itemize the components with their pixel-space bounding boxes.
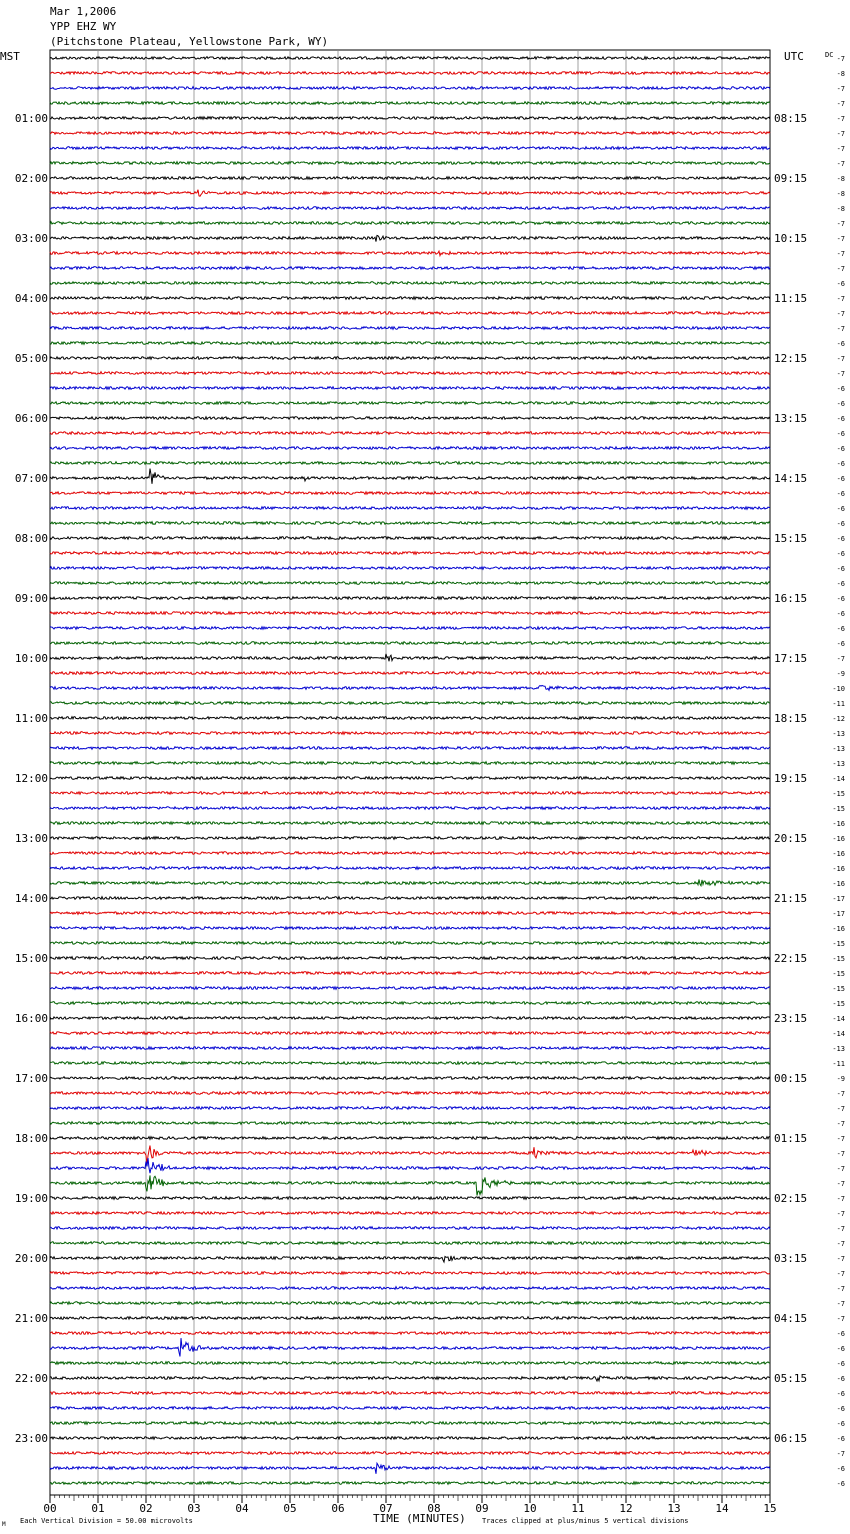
trace-line bbox=[50, 147, 770, 150]
utc-hour-label: 03:15 bbox=[774, 1252, 808, 1265]
trace-line bbox=[50, 1452, 770, 1455]
mst-hour-label: 06:00 bbox=[14, 412, 48, 425]
trace-line bbox=[50, 312, 770, 315]
utc-hour-label: 09:15 bbox=[774, 172, 808, 185]
mst-hour-label: 22:00 bbox=[14, 1372, 48, 1385]
dc-offset-value: -8 bbox=[836, 190, 845, 198]
dc-offset-value: -15 bbox=[832, 1000, 845, 1008]
trace-line bbox=[50, 1212, 770, 1215]
dc-offset-value: -7 bbox=[836, 130, 845, 138]
trace-line bbox=[50, 297, 770, 300]
trace-line bbox=[50, 1137, 770, 1140]
x-tick-label: 13 bbox=[667, 1502, 681, 1515]
dc-offset-value: -6 bbox=[836, 550, 845, 558]
station-location: (Pitchstone Plateau, Yellowstone Park, WY) bbox=[50, 35, 329, 48]
dc-offset-value: -12 bbox=[832, 715, 845, 723]
trace-line bbox=[50, 627, 770, 630]
trace-line bbox=[50, 1463, 770, 1474]
dc-offset-value: -7 bbox=[836, 145, 845, 153]
utc-hour-label: 21:15 bbox=[774, 892, 808, 905]
dc-offset-value: -8 bbox=[836, 175, 845, 183]
dc-offset-value: -11 bbox=[832, 1060, 845, 1068]
dc-offset-value: -6 bbox=[836, 1405, 845, 1413]
trace-line bbox=[50, 1197, 770, 1200]
trace-line bbox=[50, 867, 770, 870]
mst-hour-label: 01:00 bbox=[14, 112, 48, 125]
dc-offset-value: -7 bbox=[836, 1195, 845, 1203]
mst-hour-label: 02:00 bbox=[14, 172, 48, 185]
trace-line bbox=[50, 190, 770, 197]
trace-line bbox=[50, 1032, 770, 1035]
dc-offset-value: -7 bbox=[836, 1150, 845, 1158]
trace-line bbox=[50, 522, 770, 525]
utc-hour-label: 22:15 bbox=[774, 952, 808, 965]
dc-offset-value: -6 bbox=[836, 640, 845, 648]
dc-offset-value: -7 bbox=[836, 1165, 845, 1173]
trace-line bbox=[50, 447, 770, 450]
mst-hour-label: 05:00 bbox=[14, 352, 48, 365]
utc-hour-label: 06:15 bbox=[774, 1432, 808, 1445]
trace-line bbox=[50, 1092, 770, 1095]
mst-hour-label: 03:00 bbox=[14, 232, 48, 245]
trace-line bbox=[50, 672, 770, 675]
trace-line bbox=[50, 717, 770, 720]
trace-line bbox=[50, 469, 770, 484]
dc-offset-value: -15 bbox=[832, 985, 845, 993]
dc-offset-value: -6 bbox=[836, 610, 845, 618]
x-tick-label: 01 bbox=[91, 1502, 105, 1515]
mst-hour-label: 09:00 bbox=[14, 592, 48, 605]
trace-line bbox=[50, 1002, 770, 1005]
dc-offset-value: -14 bbox=[832, 1030, 845, 1038]
dc-offset-value: -7 bbox=[836, 1255, 845, 1263]
dc-offset-value: -6 bbox=[836, 505, 845, 513]
dc-offset-value: -6 bbox=[836, 430, 845, 438]
trace-line bbox=[50, 492, 770, 495]
mst-hour-label: 11:00 bbox=[14, 712, 48, 725]
dc-offset-value: -15 bbox=[832, 940, 845, 948]
dc-offset-value: -7 bbox=[836, 265, 845, 273]
x-tick-label: 09 bbox=[475, 1502, 489, 1515]
axis-labels bbox=[0, 50, 845, 1528]
dc-offset-value: -7 bbox=[836, 160, 845, 168]
trace-line bbox=[50, 897, 770, 900]
dc-offset-value: -7 bbox=[836, 1090, 845, 1098]
plot-frame bbox=[50, 50, 770, 1495]
trace-line bbox=[50, 762, 770, 765]
trace-line bbox=[50, 1317, 770, 1320]
trace-line bbox=[50, 267, 770, 270]
dc-offset-value: -13 bbox=[832, 745, 845, 753]
dc-offset-value: -7 bbox=[836, 310, 845, 318]
utc-hour-label: 16:15 bbox=[774, 592, 808, 605]
trace-line bbox=[50, 357, 770, 360]
dc-offset-value: -6 bbox=[836, 1435, 845, 1443]
trace-line bbox=[50, 1047, 770, 1050]
dc-offset-value: -7 bbox=[836, 1300, 845, 1308]
dc-offset-value: -6 bbox=[836, 490, 845, 498]
trace-line bbox=[50, 942, 770, 945]
trace-line bbox=[50, 957, 770, 960]
trace-line bbox=[50, 1422, 770, 1425]
trace-line bbox=[50, 837, 770, 840]
dc-offset-value: -16 bbox=[832, 820, 845, 828]
x-tick-label: 10 bbox=[523, 1502, 537, 1515]
utc-hour-label: 15:15 bbox=[774, 532, 808, 545]
trace-line bbox=[50, 792, 770, 795]
trace-line bbox=[50, 880, 770, 886]
dc-offset-value: -15 bbox=[832, 955, 845, 963]
dc-offset-value: -16 bbox=[832, 835, 845, 843]
utc-hour-label: 23:15 bbox=[774, 1012, 808, 1025]
dc-offset-value: -17 bbox=[832, 895, 845, 903]
trace-line bbox=[50, 1017, 770, 1020]
dc-offset-value: -6 bbox=[836, 1360, 845, 1368]
dc-offset-value: -6 bbox=[836, 520, 845, 528]
utc-hour-label: 00:15 bbox=[774, 1072, 808, 1085]
dc-offset-value: -8 bbox=[836, 205, 845, 213]
trace-line bbox=[50, 732, 770, 735]
dc-offset-value: -7 bbox=[836, 295, 845, 303]
dc-offset-value: -10 bbox=[832, 685, 845, 693]
trace-line bbox=[50, 387, 770, 390]
trace-line bbox=[50, 177, 770, 180]
trace-line bbox=[50, 702, 770, 705]
trace-line bbox=[50, 342, 770, 345]
dc-offset-value: -7 bbox=[836, 325, 845, 333]
trace-line bbox=[50, 1158, 770, 1173]
x-tick-label: 02 bbox=[139, 1502, 153, 1515]
trace-line bbox=[50, 402, 770, 405]
mst-hour-label: 20:00 bbox=[14, 1252, 48, 1265]
dc-offset-value: -16 bbox=[832, 865, 845, 873]
mst-hour-label: 23:00 bbox=[14, 1432, 48, 1445]
utc-hour-label: 17:15 bbox=[774, 652, 808, 665]
dc-offset-value: -6 bbox=[836, 1375, 845, 1383]
mst-axis-label: MST bbox=[0, 50, 20, 63]
trace-line bbox=[50, 1338, 770, 1356]
dc-offset-value: -15 bbox=[832, 790, 845, 798]
dc-offset-value: -6 bbox=[836, 1330, 845, 1338]
utc-hour-label: 13:15 bbox=[774, 412, 808, 425]
trace-line bbox=[50, 162, 770, 165]
trace-line bbox=[50, 132, 770, 135]
trace-line bbox=[50, 251, 770, 256]
dc-offset-value: -7 bbox=[836, 1270, 845, 1278]
dc-offset-value: -7 bbox=[836, 1315, 845, 1323]
dc-offset-value: -7 bbox=[836, 235, 845, 243]
dc-offset-value: -6 bbox=[836, 445, 845, 453]
clip-note: Traces clipped at plus/minus 5 vertical divisions bbox=[482, 1517, 689, 1525]
dc-offset-value: -6 bbox=[836, 1480, 845, 1488]
mst-hour-label: 14:00 bbox=[14, 892, 48, 905]
dc-offset-value: -6 bbox=[836, 580, 845, 588]
mst-hour-label: 12:00 bbox=[14, 772, 48, 785]
trace-line bbox=[50, 537, 770, 540]
trace-line bbox=[50, 72, 770, 75]
dc-offset-value: -15 bbox=[832, 970, 845, 978]
scale-note: Each Vertical Division = 50.00 microvolts bbox=[20, 1517, 193, 1525]
dc-offset-value: -7 bbox=[836, 1225, 845, 1233]
trace-line bbox=[50, 654, 770, 661]
trace-line bbox=[50, 1392, 770, 1395]
dc-offset-value: -6 bbox=[836, 565, 845, 573]
x-tick-label: 00 bbox=[43, 1502, 57, 1515]
plot-date: Mar 1,2006 bbox=[50, 5, 117, 18]
trace-line bbox=[50, 282, 770, 285]
utc-hour-label: 19:15 bbox=[774, 772, 808, 785]
utc-hour-label: 18:15 bbox=[774, 712, 808, 725]
trace-line bbox=[50, 1287, 770, 1290]
mst-hour-label: 16:00 bbox=[14, 1012, 48, 1025]
dc-offset-value: -6 bbox=[836, 415, 845, 423]
x-tick-label: 05 bbox=[283, 1502, 297, 1515]
dc-offset-value: -7 bbox=[836, 655, 845, 663]
trace-line bbox=[50, 597, 770, 600]
dc-offset-value: -7 bbox=[836, 55, 845, 63]
dc-offset-value: -6 bbox=[836, 1420, 845, 1428]
dc-offset-value: -7 bbox=[836, 1285, 845, 1293]
dc-offset-value: -6 bbox=[836, 340, 845, 348]
x-tick-label: 14 bbox=[715, 1502, 729, 1515]
dc-offset-value: -13 bbox=[832, 760, 845, 768]
trace-line bbox=[50, 432, 770, 435]
utc-hour-label: 20:15 bbox=[774, 832, 808, 845]
dc-offset-value: -8 bbox=[836, 70, 845, 78]
mst-hour-label: 21:00 bbox=[14, 1312, 48, 1325]
dc-offset-value: -7 bbox=[836, 1450, 845, 1458]
x-tick-label: 11 bbox=[571, 1502, 585, 1515]
x-tick-label: 06 bbox=[331, 1502, 345, 1515]
trace-line bbox=[50, 372, 770, 375]
trace-line bbox=[50, 1146, 770, 1165]
mst-hour-label: 17:00 bbox=[14, 1072, 48, 1085]
x-tick-label: 03 bbox=[187, 1502, 201, 1515]
dc-offset-value: -6 bbox=[836, 1465, 845, 1473]
dc-offset-value: -6 bbox=[836, 475, 845, 483]
dc-offset-label: DC bbox=[825, 51, 834, 59]
trace-line bbox=[50, 102, 770, 105]
dc-offset-value: -7 bbox=[836, 1210, 845, 1218]
trace-line bbox=[50, 1407, 770, 1410]
trace-line bbox=[50, 462, 770, 465]
trace-line bbox=[50, 747, 770, 750]
trace-line bbox=[50, 972, 770, 975]
dc-offset-value: -7 bbox=[836, 1120, 845, 1128]
mst-hour-label: 15:00 bbox=[14, 952, 48, 965]
x-tick-label: 12 bbox=[619, 1502, 633, 1515]
mst-hour-label: 18:00 bbox=[14, 1132, 48, 1145]
dc-offset-value: -6 bbox=[836, 1345, 845, 1353]
dc-offset-value: -7 bbox=[836, 1240, 845, 1248]
trace-line bbox=[50, 1062, 770, 1065]
utc-hour-label: 12:15 bbox=[774, 352, 808, 365]
x-tick-label: 07 bbox=[379, 1502, 393, 1515]
dc-offset-value: -7 bbox=[836, 220, 845, 228]
trace-line bbox=[50, 987, 770, 990]
trace-line bbox=[50, 1302, 770, 1305]
utc-hour-label: 05:15 bbox=[774, 1372, 808, 1385]
trace-line bbox=[50, 117, 770, 120]
trace-line bbox=[50, 552, 770, 555]
trace-line bbox=[50, 686, 770, 691]
mst-hour-label: 08:00 bbox=[14, 532, 48, 545]
dc-offset-value: -6 bbox=[836, 1390, 845, 1398]
dc-offset-value: -13 bbox=[832, 1045, 845, 1053]
trace-line bbox=[50, 1272, 770, 1275]
dc-offset-value: -6 bbox=[836, 280, 845, 288]
dc-offset-value: -7 bbox=[836, 85, 845, 93]
dc-offset-value: -16 bbox=[832, 925, 845, 933]
dc-offset-value: -7 bbox=[836, 1105, 845, 1113]
trace-line bbox=[50, 1437, 770, 1440]
x-tick-label: 15 bbox=[763, 1502, 777, 1515]
dc-offset-value: -13 bbox=[832, 730, 845, 738]
trace-line bbox=[50, 222, 770, 225]
trace-line bbox=[50, 417, 770, 420]
utc-hour-label: 10:15 bbox=[774, 232, 808, 245]
trace-line bbox=[50, 912, 770, 915]
trace-line bbox=[50, 777, 770, 780]
dc-offset-value: -6 bbox=[836, 595, 845, 603]
dc-offset-value: -6 bbox=[836, 385, 845, 393]
dc-offset-value: -7 bbox=[836, 100, 845, 108]
utc-hour-label: 08:15 bbox=[774, 112, 808, 125]
helicorder-traces bbox=[50, 57, 770, 1485]
dc-offset-value: -7 bbox=[836, 115, 845, 123]
mst-hour-label: 07:00 bbox=[14, 472, 48, 485]
dc-offset-value: -6 bbox=[836, 460, 845, 468]
trace-line bbox=[50, 582, 770, 585]
trace-line bbox=[50, 327, 770, 330]
dc-offset-value: -7 bbox=[836, 370, 845, 378]
dc-offset-value: -7 bbox=[836, 1180, 845, 1188]
trace-line bbox=[50, 1376, 770, 1381]
trace-line bbox=[50, 235, 770, 241]
dc-offset-value: -17 bbox=[832, 910, 845, 918]
trace-line bbox=[50, 642, 770, 645]
trace-line bbox=[50, 1482, 770, 1485]
mst-hour-label: 04:00 bbox=[14, 292, 48, 305]
utc-hour-label: 01:15 bbox=[774, 1132, 808, 1145]
dc-offset-value: -7 bbox=[836, 355, 845, 363]
station-code: YPP EHZ WY bbox=[50, 20, 117, 33]
trace-line bbox=[50, 1077, 770, 1080]
trace-line bbox=[50, 822, 770, 825]
utc-hour-label: 14:15 bbox=[774, 472, 808, 485]
dc-offset-value: -14 bbox=[832, 775, 845, 783]
dc-offset-value: -9 bbox=[836, 670, 845, 678]
trace-line bbox=[50, 1332, 770, 1335]
dc-offset-value: -7 bbox=[836, 1135, 845, 1143]
utc-hour-label: 11:15 bbox=[774, 292, 808, 305]
dc-offset-value: -16 bbox=[832, 850, 845, 858]
trace-line bbox=[50, 567, 770, 570]
dc-offset-value: -9 bbox=[836, 1075, 845, 1083]
trace-line bbox=[50, 927, 770, 930]
dc-offset-value: -11 bbox=[832, 700, 845, 708]
trace-line bbox=[50, 807, 770, 810]
utc-hour-label: 04:15 bbox=[774, 1312, 808, 1325]
trace-line bbox=[50, 1227, 770, 1230]
trace-line bbox=[50, 87, 770, 90]
x-axis-title: TIME (MINUTES) bbox=[373, 1512, 466, 1525]
trace-line bbox=[50, 1242, 770, 1245]
mst-hour-label: 13:00 bbox=[14, 832, 48, 845]
trace-line bbox=[50, 1362, 770, 1365]
utc-axis-label: UTC bbox=[784, 50, 804, 63]
x-tick-label: 08 bbox=[427, 1502, 441, 1515]
dc-offset-value: -14 bbox=[832, 1015, 845, 1023]
trace-line bbox=[50, 57, 770, 60]
dc-offset-value: -6 bbox=[836, 625, 845, 633]
corner-mark: M bbox=[2, 1521, 6, 1528]
dc-offset-value: -6 bbox=[836, 400, 845, 408]
dc-offset-value: -7 bbox=[836, 250, 845, 258]
x-tick-label: 04 bbox=[235, 1502, 249, 1515]
dc-offset-value: -6 bbox=[836, 535, 845, 543]
dc-offset-value: -16 bbox=[832, 880, 845, 888]
trace-line bbox=[50, 1107, 770, 1110]
trace-line bbox=[50, 852, 770, 855]
trace-line bbox=[50, 1175, 770, 1195]
mst-hour-label: 10:00 bbox=[14, 652, 48, 665]
trace-line bbox=[50, 612, 770, 615]
trace-line bbox=[50, 1256, 770, 1262]
trace-line bbox=[50, 1122, 770, 1125]
utc-hour-label: 02:15 bbox=[774, 1192, 808, 1205]
trace-line bbox=[50, 507, 770, 510]
mst-hour-label: 19:00 bbox=[14, 1192, 48, 1205]
dc-offset-value: -15 bbox=[832, 805, 845, 813]
trace-line bbox=[50, 207, 770, 210]
